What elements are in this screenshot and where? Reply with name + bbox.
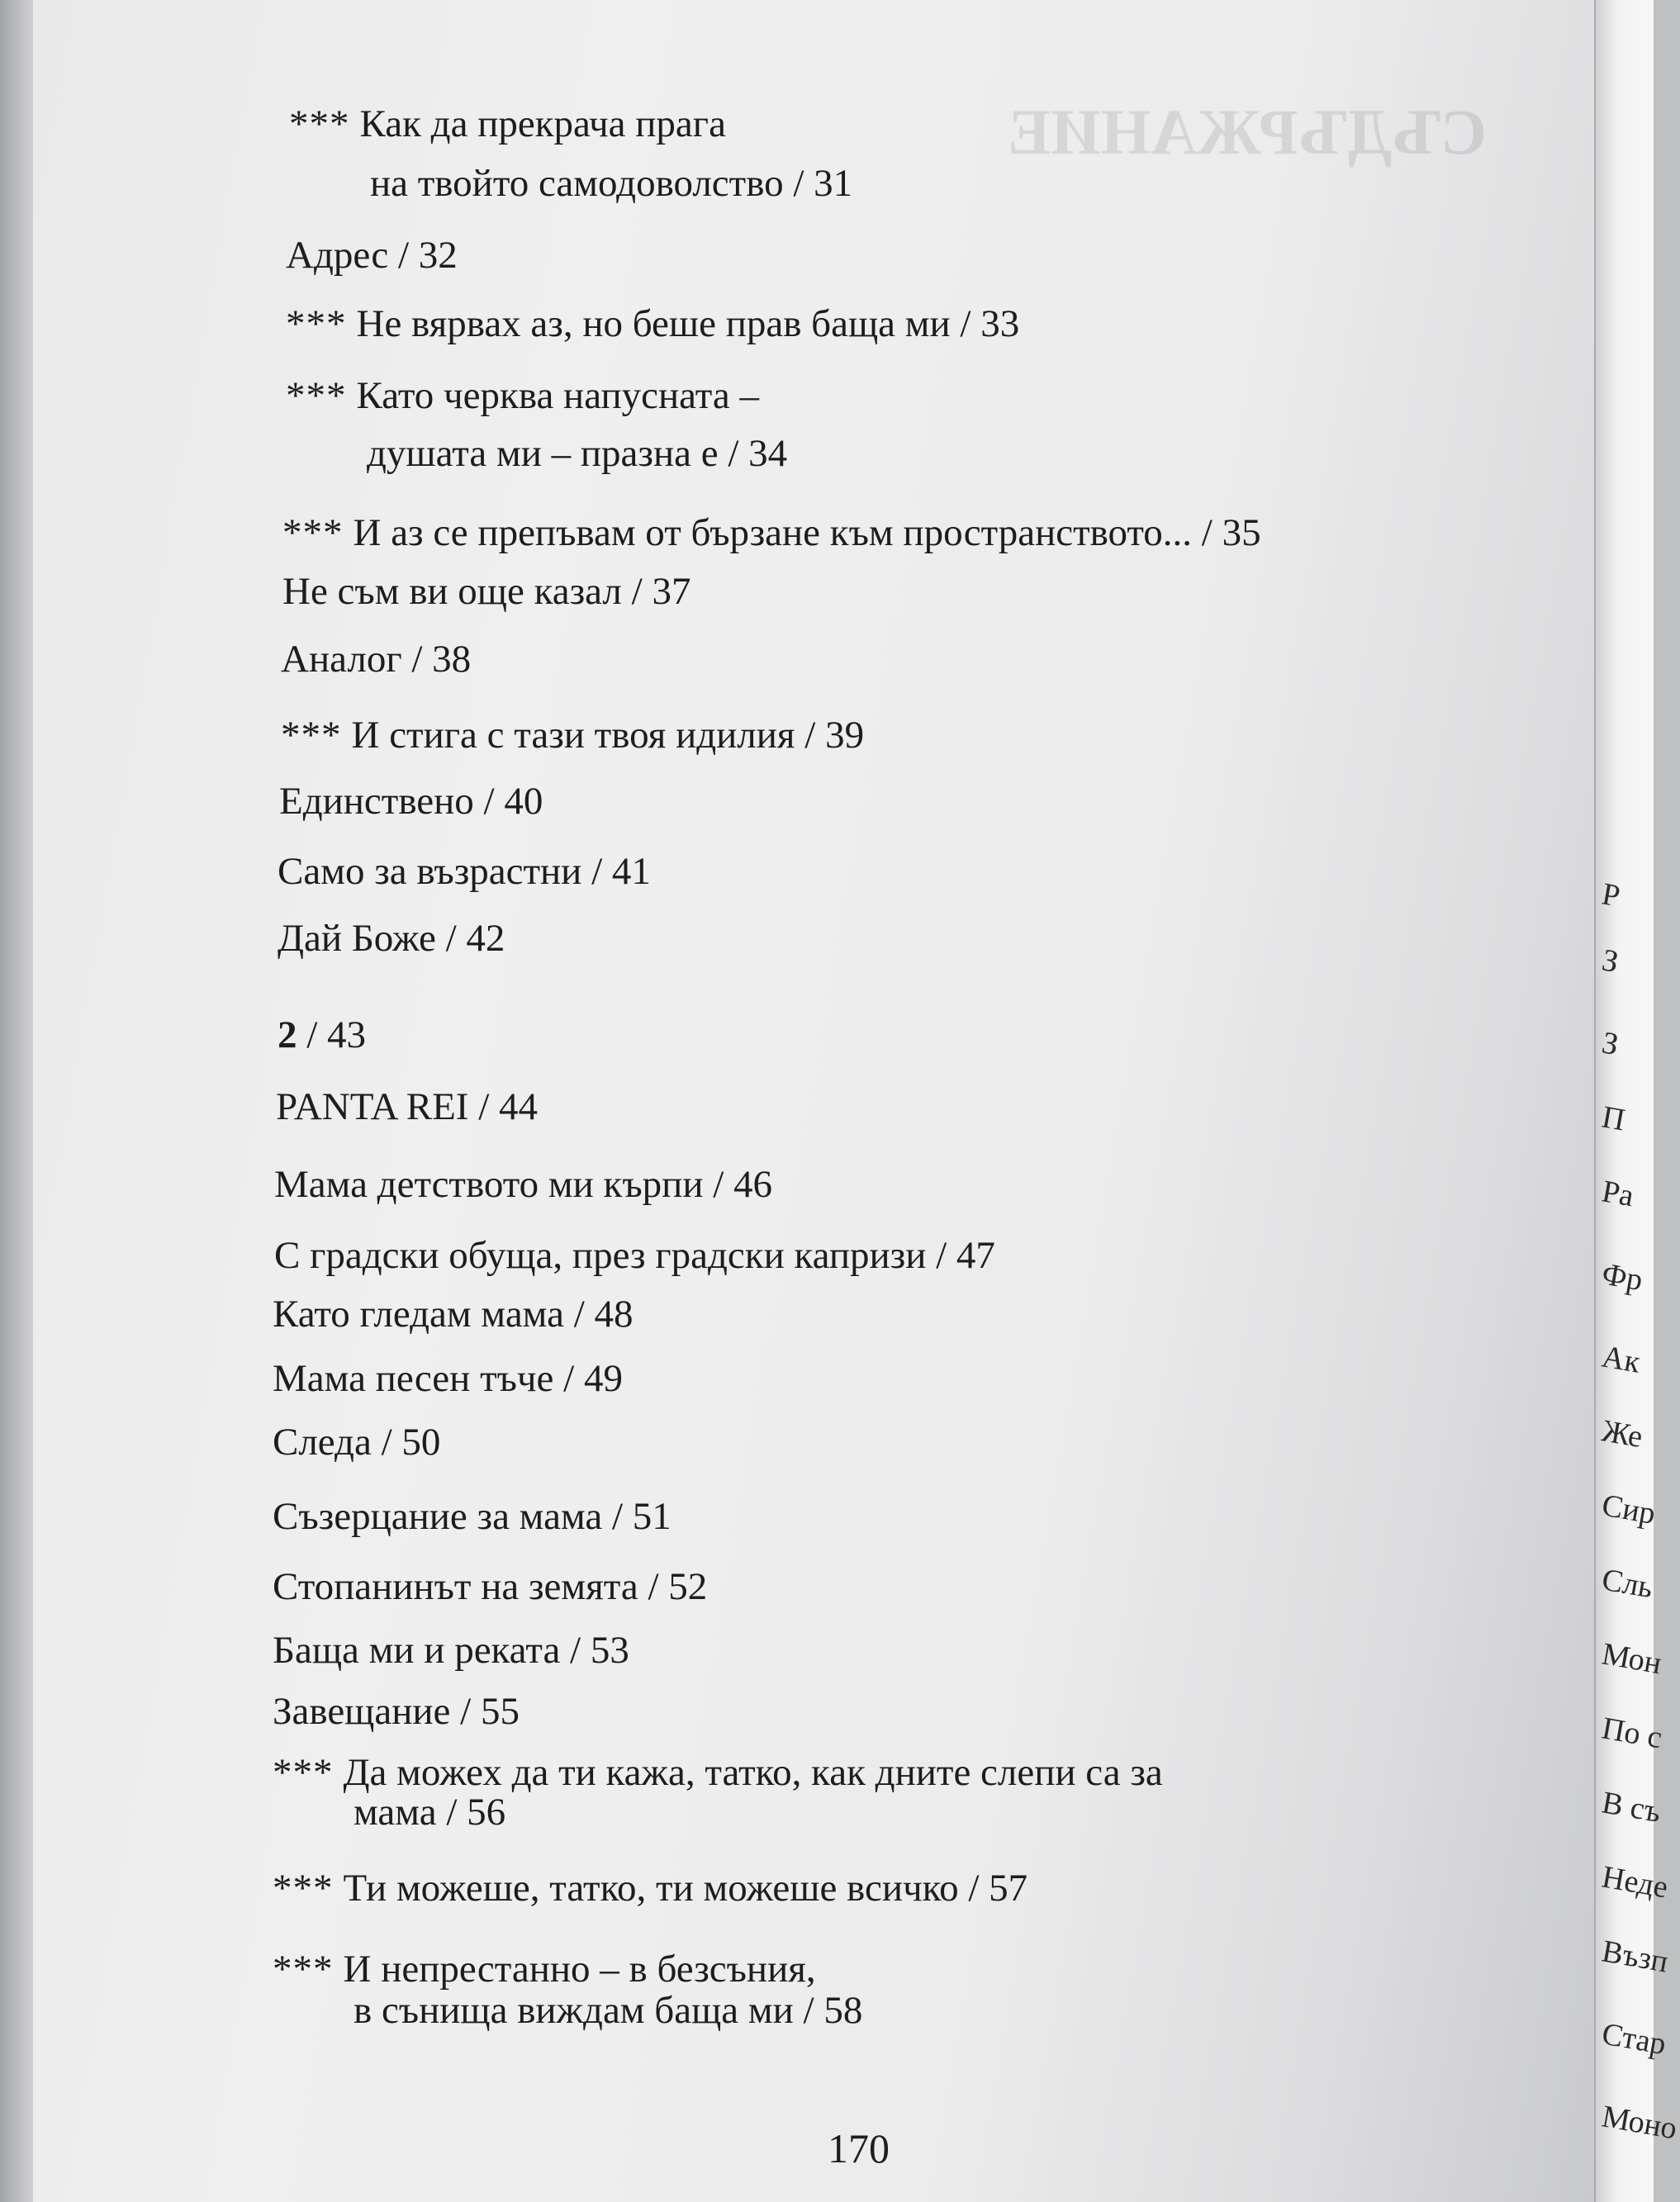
toc-entry [274, 1232, 995, 1279]
adjacent-page-fragment: Ак [1599, 1339, 1643, 1380]
toc-entry-line: И стига с тази твоя идилия / 39 [351, 714, 865, 757]
adjacent-page-fragment: Сль [1599, 1562, 1656, 1606]
toc-entry [289, 101, 852, 206]
toc-entry [273, 1749, 1163, 1835]
adjacent-page-fragment: Възп [1599, 1934, 1671, 1980]
toc-entry-line: Стопанинът на земята / 52 [273, 1565, 708, 1608]
toc-entry [281, 712, 864, 758]
toc-entry-line: Следа / 50 [273, 1421, 441, 1464]
toc-entry-stars: *** [281, 714, 342, 757]
toc-section-entry [278, 1012, 366, 1058]
toc-entry-line: Как да прекрача прага [359, 102, 726, 145]
toc-entry [282, 510, 1261, 556]
adjacent-page-fragment: Моно [1599, 2099, 1680, 2147]
page-number: 170 [828, 2125, 890, 2171]
adjacent-page-fragment: Ра [1599, 1174, 1637, 1214]
toc-entry [286, 373, 787, 477]
adjacent-page-fragment: З [1599, 1025, 1621, 1062]
toc-entry-stars: *** [286, 374, 347, 417]
toc-entry-line: Мама песен тъче / 49 [273, 1357, 623, 1400]
adjacent-page-fragment: Же [1599, 1413, 1645, 1455]
toc-entry-line: Само за възрастни / 41 [278, 850, 651, 893]
toc-entry [273, 1493, 672, 1540]
toc-entry [273, 1355, 623, 1402]
toc-entry [282, 568, 691, 615]
toc-entry [274, 1161, 772, 1208]
toc-entry-line: Единствено / 40 [279, 780, 543, 823]
toc-entry-stars: *** [273, 1751, 334, 1794]
toc-entry-line: душата ми – празна е / 34 [367, 432, 788, 475]
toc-entry-line: Не вярвах аз, но беше прав баща ми / 33 [356, 302, 1020, 345]
toc-entry-line: С градски обуща, през градски капризи / 47 [274, 1234, 995, 1277]
adjacent-page-fragment: По с [1599, 1711, 1665, 1756]
toc-entry-line: Дай Боже / 42 [278, 917, 505, 960]
toc-entry-line: в сънища виждам баща ми / 58 [354, 1989, 863, 2032]
toc-entry [278, 915, 505, 961]
toc-entry-line: Като черква напусната – [356, 374, 759, 417]
toc-entry-line: Ти можеше, татко, ти можеше всичко / 57 [343, 1867, 1028, 1910]
toc-entry [278, 848, 651, 895]
toc-entry-stars: *** [286, 302, 347, 345]
toc-entry-line: на твойто самодоволство / 31 [370, 162, 853, 205]
adjacent-page-edge [1594, 0, 1680, 2202]
toc-entry-line: Не съм ви още казал / 37 [282, 570, 691, 613]
toc-entry-stars: *** [289, 102, 350, 145]
toc-entry-line: Аналог / 38 [281, 638, 472, 681]
table-of-contents [33, 0, 1594, 2202]
toc-entry-line: Като гледам мама / 48 [273, 1293, 634, 1336]
section-number: 2 [278, 1013, 297, 1056]
toc-entry-line: Завещание / 55 [273, 1690, 520, 1733]
toc-entry-stars: *** [282, 511, 344, 554]
toc-entry [286, 301, 1019, 347]
toc-entry [273, 1946, 862, 2034]
toc-entry [273, 1627, 629, 1673]
toc-entry-line: Да можех да ти кажа, татко, как дните слепи са за [343, 1751, 1163, 1794]
adjacent-page-fragment: Фр [1599, 1256, 1645, 1298]
toc-entry-line: Адрес / 32 [286, 234, 458, 277]
adjacent-page-fragment: Мон [1599, 1636, 1664, 1682]
toc-entry-stars: *** [273, 1867, 334, 1910]
adjacent-page-fragment: З [1599, 942, 1621, 980]
adjacent-page-fragment: Р [1599, 876, 1623, 914]
toc-entry-line: И аз се препъвам от бързане към пространството... / 35 [353, 511, 1261, 554]
toc-entry [286, 232, 458, 278]
toc-entry [273, 1564, 707, 1610]
toc-entry-line: Съзерцание за мама / 51 [273, 1495, 672, 1538]
toc-entry-line: мама / 56 [354, 1791, 506, 1834]
adjacent-page-fragment: В съ [1599, 1785, 1663, 1830]
toc-entry-stars: *** [273, 1948, 334, 1991]
adjacent-page-fragment: Сир [1599, 1488, 1659, 1531]
toc-entry [281, 636, 471, 682]
book-page [33, 0, 1594, 2202]
adjacent-page-fragment: Неде [1599, 1859, 1671, 1905]
toc-entry [273, 1688, 520, 1735]
toc-entry-line: PANTA REI / 44 [276, 1085, 539, 1128]
toc-entry [273, 1865, 1027, 1911]
toc-entry [273, 1419, 440, 1465]
toc-entry-line: И непрестанно – в безсъния, [343, 1948, 816, 1991]
toc-entry-line: Баща ми и реката / 53 [273, 1629, 629, 1672]
toc-entry [273, 1291, 634, 1337]
toc-entry [276, 1084, 538, 1130]
bleed-through-title: СЪДЪРЖАНИЕ [1008, 96, 1488, 168]
toc-entry-line: / 43 [297, 1013, 367, 1056]
adjacent-page-fragment: П [1599, 1099, 1628, 1138]
adjacent-page-fragment: Стар [1599, 2016, 1669, 2062]
toc-entry-line: Мама детството ми кърпи / 46 [274, 1163, 773, 1206]
toc-entry [279, 778, 543, 824]
